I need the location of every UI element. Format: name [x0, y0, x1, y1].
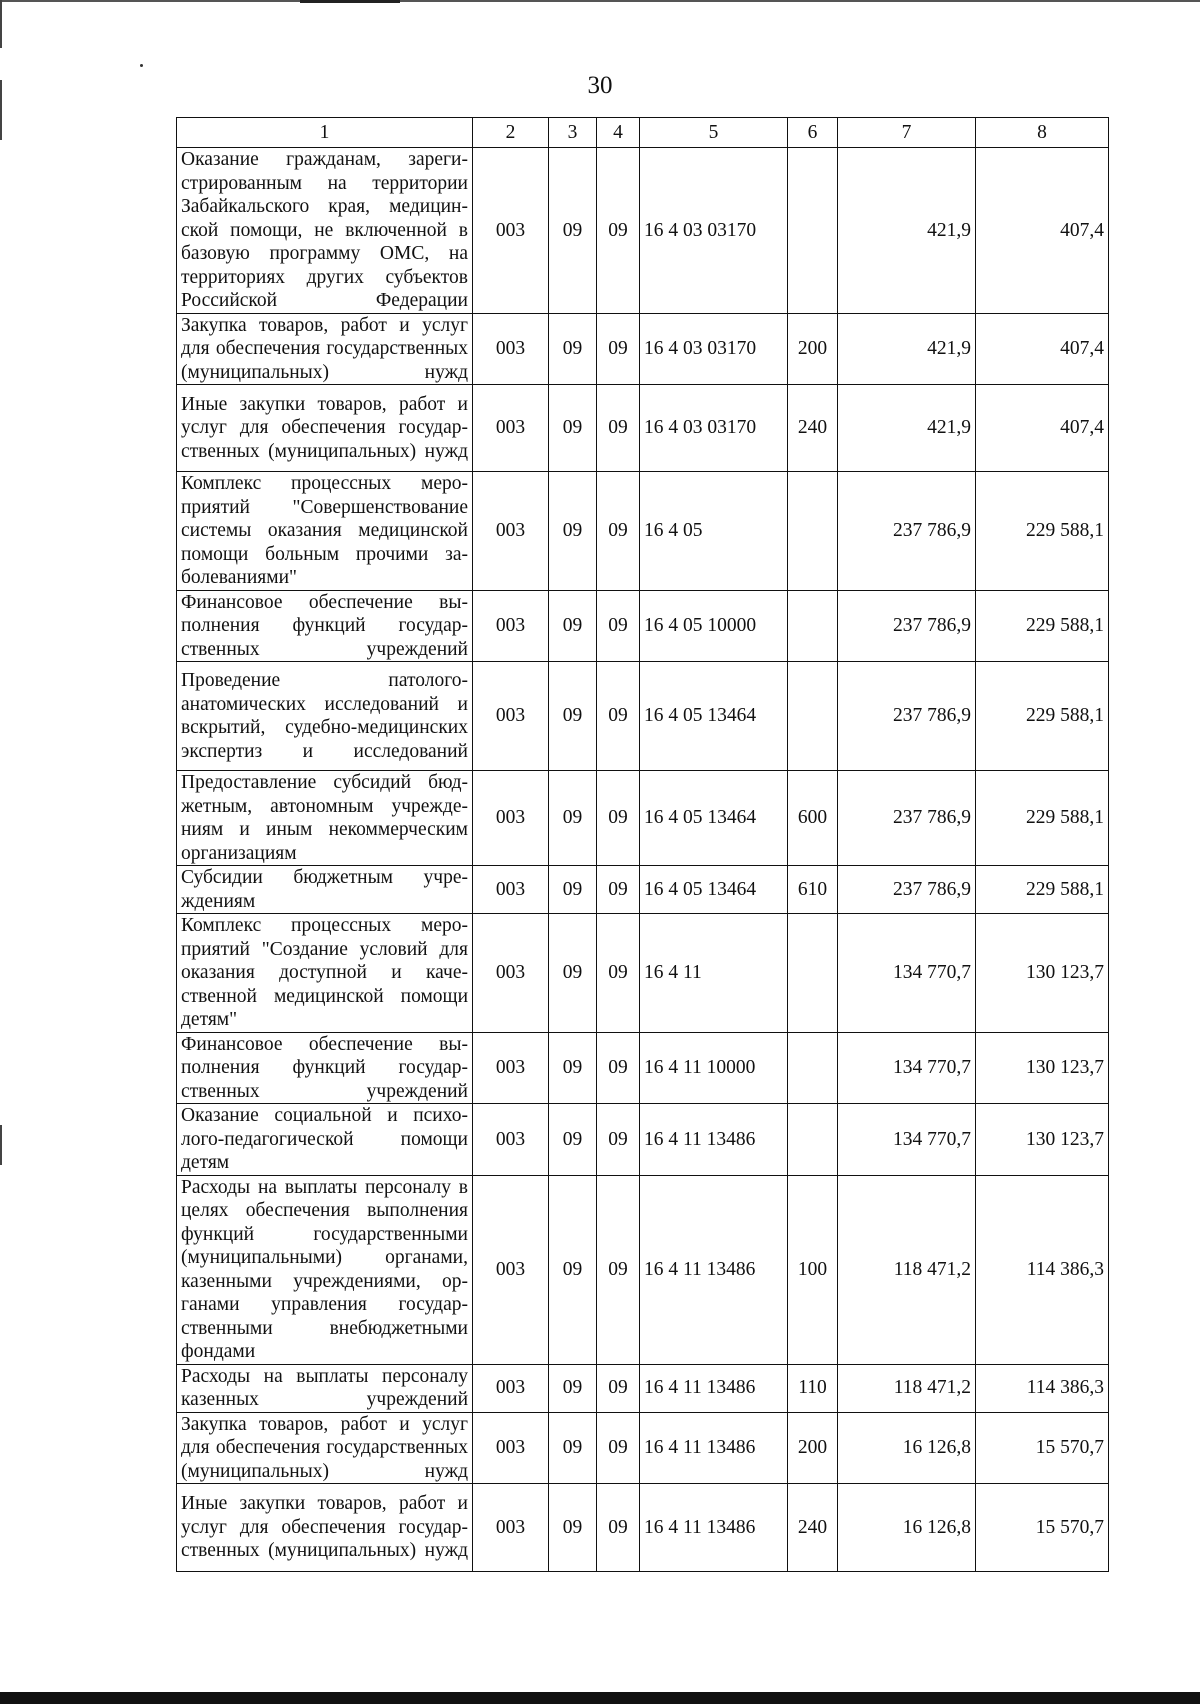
- expense-type-cell: [788, 914, 838, 1033]
- expense-name-cell: Финансовое обеспечение выполнения функций государственных учреждений: [177, 1032, 473, 1104]
- ministry-code-cell: 003: [473, 385, 549, 472]
- amount-year1-cell: 16 126,8: [838, 1412, 976, 1484]
- table-row: [177, 866, 1109, 914]
- subsection-code-cell: 09: [597, 1104, 640, 1176]
- section-code-cell: 09: [549, 1032, 597, 1104]
- table-row: [177, 472, 1109, 591]
- ministry-code-cell: 003: [473, 1364, 549, 1412]
- section-code-cell: 09: [549, 1175, 597, 1364]
- table-row: [177, 771, 1109, 866]
- expense-type-cell: 100: [788, 1175, 838, 1364]
- subsection-code-cell: 09: [597, 1412, 640, 1484]
- ministry-code-cell: 003: [473, 313, 549, 385]
- amount-year1-cell: 118 471,2: [838, 1175, 976, 1364]
- amount-year1-cell: 134 770,7: [838, 1104, 976, 1176]
- expense-type-cell: 240: [788, 1484, 838, 1572]
- amount-year2-cell: 130 123,7: [976, 1104, 1109, 1176]
- table-row: [177, 590, 1109, 662]
- section-code-cell: 09: [549, 771, 597, 866]
- expense-type-cell: 600: [788, 771, 838, 866]
- amount-year1-cell: 134 770,7: [838, 1032, 976, 1104]
- section-code-cell: 09: [549, 385, 597, 472]
- budget-table-body: [177, 118, 1109, 1572]
- target-article-cell: 16 4 03 03170: [640, 385, 788, 472]
- target-article-cell: 16 4 05 13464: [640, 662, 788, 771]
- target-article-cell: 16 4 11 10000: [640, 1032, 788, 1104]
- scan-edge-bottom: [0, 1692, 1200, 1704]
- budget-table: [176, 117, 1109, 1572]
- expense-type-cell: [788, 590, 838, 662]
- amount-year2-cell: 130 123,7: [976, 914, 1109, 1033]
- scan-edge-left: [0, 0, 2, 48]
- ministry-code-cell: 003: [473, 590, 549, 662]
- expense-name-cell: Иные закупки товаров, работ и услуг для обеспечения государственных (муниципальных) нужд: [177, 385, 473, 472]
- column-header: 1: [177, 118, 473, 148]
- column-header: 3: [549, 118, 597, 148]
- column-header: 6: [788, 118, 838, 148]
- ministry-code-cell: 003: [473, 771, 549, 866]
- column-header: 2: [473, 118, 549, 148]
- amount-year2-cell: 114 386,3: [976, 1364, 1109, 1412]
- column-header: 4: [597, 118, 640, 148]
- amount-year2-cell: 229 588,1: [976, 866, 1109, 914]
- ministry-code-cell: 003: [473, 866, 549, 914]
- amount-year2-cell: 229 588,1: [976, 771, 1109, 866]
- scan-edge-mark: [300, 0, 400, 3]
- scan-speck: [140, 64, 143, 67]
- amount-year1-cell: 237 786,9: [838, 866, 976, 914]
- section-code-cell: 09: [549, 1412, 597, 1484]
- expense-name-cell: Закупка товаров, работ и услуг для обеспечения государственных (муниципальных) нужд: [177, 313, 473, 385]
- expense-name-cell: Расходы на выплаты персоналу казенных учреждений: [177, 1364, 473, 1412]
- table-row: [177, 1104, 1109, 1176]
- amount-year1-cell: 421,9: [838, 313, 976, 385]
- table-row: [177, 1412, 1109, 1484]
- expense-type-cell: 240: [788, 385, 838, 472]
- table-row: [177, 1032, 1109, 1104]
- amount-year1-cell: 134 770,7: [838, 914, 976, 1033]
- column-header: 5: [640, 118, 788, 148]
- ministry-code-cell: 003: [473, 1412, 549, 1484]
- ministry-code-cell: 003: [473, 662, 549, 771]
- page-number: 30: [587, 72, 613, 99]
- amount-year2-cell: 229 588,1: [976, 590, 1109, 662]
- expense-type-cell: [788, 1032, 838, 1104]
- expense-type-cell: 610: [788, 866, 838, 914]
- amount-year1-cell: 237 786,9: [838, 771, 976, 866]
- target-article-cell: 16 4 05 13464: [640, 771, 788, 866]
- subsection-code-cell: 09: [597, 866, 640, 914]
- section-code-cell: 09: [549, 313, 597, 385]
- expense-type-cell: 110: [788, 1364, 838, 1412]
- table-row: [177, 1484, 1109, 1572]
- amount-year2-cell: 229 588,1: [976, 662, 1109, 771]
- table-row: [177, 313, 1109, 385]
- subsection-code-cell: 09: [597, 1175, 640, 1364]
- section-code-cell: 09: [549, 866, 597, 914]
- expense-name-cell: Закупка товаров, работ и услуг для обеспечения государственных (муниципальных) нужд: [177, 1412, 473, 1484]
- expense-name-cell: Проведение патолого-анатомических исследований и вскрытий, судебно-медицинских экспертиз и исследований: [177, 662, 473, 771]
- subsection-code-cell: 09: [597, 914, 640, 1033]
- column-header: 8: [976, 118, 1109, 148]
- scan-edge-top: [0, 0, 1200, 2]
- subsection-code-cell: 09: [597, 662, 640, 771]
- amount-year2-cell: 15 570,7: [976, 1412, 1109, 1484]
- table-row: [177, 148, 1109, 314]
- amount-year1-cell: 16 126,8: [838, 1484, 976, 1572]
- target-article-cell: 16 4 03 03170: [640, 148, 788, 314]
- expense-type-cell: 200: [788, 1412, 838, 1484]
- subsection-code-cell: 09: [597, 313, 640, 385]
- section-code-cell: 09: [549, 148, 597, 314]
- amount-year2-cell: 15 570,7: [976, 1484, 1109, 1572]
- amount-year2-cell: 114 386,3: [976, 1175, 1109, 1364]
- expense-name-cell: Расходы на выплаты персоналу в целях обеспечения выполнения функций государственными (муниципальными) органами, казенными учреждениями, органами управления государственными внебюджетными фондами: [177, 1175, 473, 1364]
- table-row: [177, 662, 1109, 771]
- amount-year1-cell: 237 786,9: [838, 590, 976, 662]
- amount-year2-cell: 229 588,1: [976, 472, 1109, 591]
- ministry-code-cell: 003: [473, 472, 549, 591]
- amount-year2-cell: 407,4: [976, 148, 1109, 314]
- ministry-code-cell: 003: [473, 1484, 549, 1572]
- expense-type-cell: [788, 662, 838, 771]
- target-article-cell: 16 4 05 13464: [640, 866, 788, 914]
- ministry-code-cell: 003: [473, 1032, 549, 1104]
- table-row: [177, 1364, 1109, 1412]
- subsection-code-cell: 09: [597, 590, 640, 662]
- subsection-code-cell: 09: [597, 385, 640, 472]
- expense-name-cell: Комплекс процессных мероприятий "Совершенствование системы оказания медицинской помощи больным прочими заболеваниями": [177, 472, 473, 591]
- expense-name-cell: Оказание гражданам, зарегистрированным на территории Забайкальского края, медицинской помощи, не включенной в базовую программу ОМС, на территориях других субъектов Российской Федерации: [177, 148, 473, 314]
- ministry-code-cell: 003: [473, 148, 549, 314]
- section-code-cell: 09: [549, 914, 597, 1033]
- target-article-cell: 16 4 11: [640, 914, 788, 1033]
- table-row: [177, 914, 1109, 1033]
- section-code-cell: 09: [549, 1104, 597, 1176]
- ministry-code-cell: 003: [473, 1175, 549, 1364]
- subsection-code-cell: 09: [597, 1032, 640, 1104]
- amount-year2-cell: 407,4: [976, 385, 1109, 472]
- table-row: [177, 1175, 1109, 1364]
- subsection-code-cell: 09: [597, 148, 640, 314]
- ministry-code-cell: 003: [473, 1104, 549, 1176]
- expense-type-cell: 200: [788, 313, 838, 385]
- expense-name-cell: Предоставление субсидий бюджетным, автономным учреждениям и иным некоммерческим организациям: [177, 771, 473, 866]
- subsection-code-cell: 09: [597, 1484, 640, 1572]
- subsection-code-cell: 09: [597, 472, 640, 591]
- subsection-code-cell: 09: [597, 771, 640, 866]
- section-code-cell: 09: [549, 1484, 597, 1572]
- expense-name-cell: Иные закупки товаров, работ и услуг для обеспечения государственных (муниципальных) нужд: [177, 1484, 473, 1572]
- expense-name-cell: Субсидии бюджетным учреждениям: [177, 866, 473, 914]
- section-code-cell: 09: [549, 1364, 597, 1412]
- amount-year2-cell: 130 123,7: [976, 1032, 1109, 1104]
- section-code-cell: 09: [549, 590, 597, 662]
- target-article-cell: 16 4 05 10000: [640, 590, 788, 662]
- amount-year1-cell: 237 786,9: [838, 472, 976, 591]
- target-article-cell: 16 4 03 03170: [640, 313, 788, 385]
- expense-type-cell: [788, 148, 838, 314]
- amount-year1-cell: 118 471,2: [838, 1364, 976, 1412]
- table-row: [177, 385, 1109, 472]
- target-article-cell: 16 4 11 13486: [640, 1484, 788, 1572]
- section-code-cell: 09: [549, 662, 597, 771]
- subsection-code-cell: 09: [597, 1364, 640, 1412]
- target-article-cell: 16 4 11 13486: [640, 1104, 788, 1176]
- expense-name-cell: Комплекс процессных мероприятий "Создание условий для оказания доступной и качественной медицинской помощи детям": [177, 914, 473, 1033]
- expense-name-cell: Оказание социальной и психолого-педагогической помощи детям: [177, 1104, 473, 1176]
- target-article-cell: 16 4 11 13486: [640, 1364, 788, 1412]
- table-header-row: [177, 118, 1109, 148]
- column-header: 7: [838, 118, 976, 148]
- target-article-cell: 16 4 11 13486: [640, 1175, 788, 1364]
- amount-year2-cell: 407,4: [976, 313, 1109, 385]
- section-code-cell: 09: [549, 472, 597, 591]
- expense-type-cell: [788, 472, 838, 591]
- expense-type-cell: [788, 1104, 838, 1176]
- amount-year1-cell: 421,9: [838, 148, 976, 314]
- amount-year1-cell: 237 786,9: [838, 662, 976, 771]
- target-article-cell: 16 4 05: [640, 472, 788, 591]
- expense-name-cell: Финансовое обеспечение выполнения функций государственных учреждений: [177, 590, 473, 662]
- scan-edge-left: [0, 1125, 2, 1165]
- amount-year1-cell: 421,9: [838, 385, 976, 472]
- target-article-cell: 16 4 11 13486: [640, 1412, 788, 1484]
- ministry-code-cell: 003: [473, 914, 549, 1033]
